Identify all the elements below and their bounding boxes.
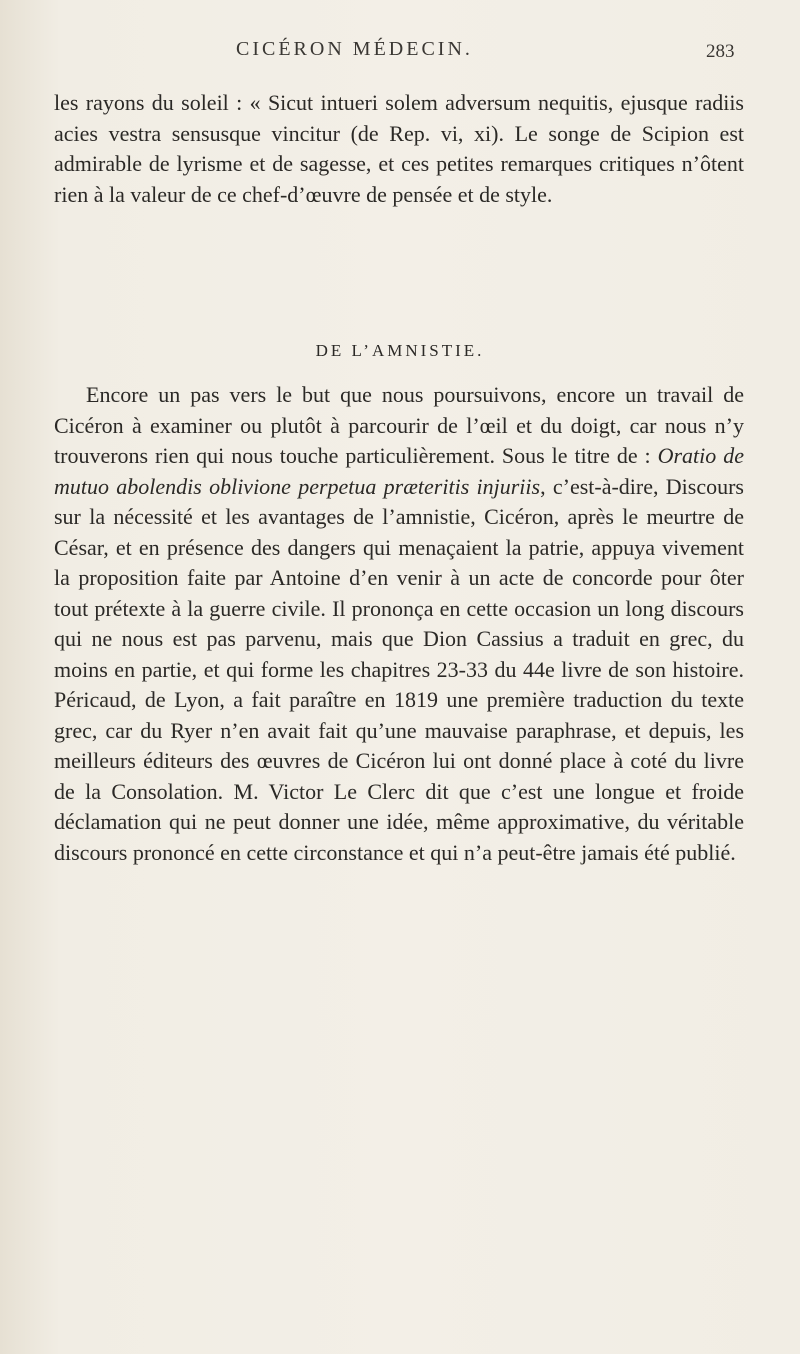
page-number: 283 bbox=[706, 41, 735, 62]
running-title: CICÉRON MÉDECIN. bbox=[236, 38, 473, 60]
paragraph-continued: les rayons du soleil : « Sicut intueri solem adversum nequitis, ejusque radiis acies vestra sensusque vincitur (de Rep. vi, xi). Le songe de Scipion est admirable de lyrisme et de sagesse, et ces petites remarques critiques n’ôtent rien à la valeur de ce chef-d’œuvre de pensée et de style. bbox=[54, 90, 744, 207]
paragraph-amnistie bbox=[54, 380, 744, 868]
section-heading: DE L’AMNISTIE. bbox=[315, 341, 485, 360]
paragraph-text-part-1: Encore un pas vers le but que nous poursuivons, encore un travail de Cicéron à examiner ou plutôt à parcourir de l’œil et du doigt, car nous n’y trouverons rien qui nous touche particulièrement. Sous le titre de : bbox=[54, 382, 744, 468]
latin-title: Oratio de mutuo abolendis oblivione perpetua præteritis injuriis bbox=[54, 443, 744, 499]
paragraph-amnistie-text bbox=[54, 380, 744, 868]
paragraph-text-part-2: , c’est-à-dire, Discours sur la nécessité et les avantages de l’amnistie, Cicéron, après le meurtre de César, et en présence des dangers qui menaçaient la patrie, appuya vivement la proposition faite par Antoine d’en venir à un acte de concorde pour ôter tout prétexte à la guerre civile. Il prononça en cette occasion un long discours qui ne nous est pas parvenu, mais que Dion Cassius a traduit en grec, du moins en partie, et qui forme les chapitres 23-33 du 44e livre de son histoire. Péricaud, de Lyon, a fait paraître en 1819 une première traduction du texte grec, car du Ryer n’en avait fait qu’une mauvaise paraphrase, et depuis, les meilleurs éditeurs des œuvres de Cicéron lui ont donné place à coté du livre de la Consolation. M. Victor Le Clerc dit que c’est une longue et froide déclamation qui ne peut donner une idée, même approximative, du véritable discours prononcé en cette circonstance et qui n’a peut-être jamais été publié. bbox=[54, 473, 744, 865]
page-header bbox=[0, 38, 800, 68]
